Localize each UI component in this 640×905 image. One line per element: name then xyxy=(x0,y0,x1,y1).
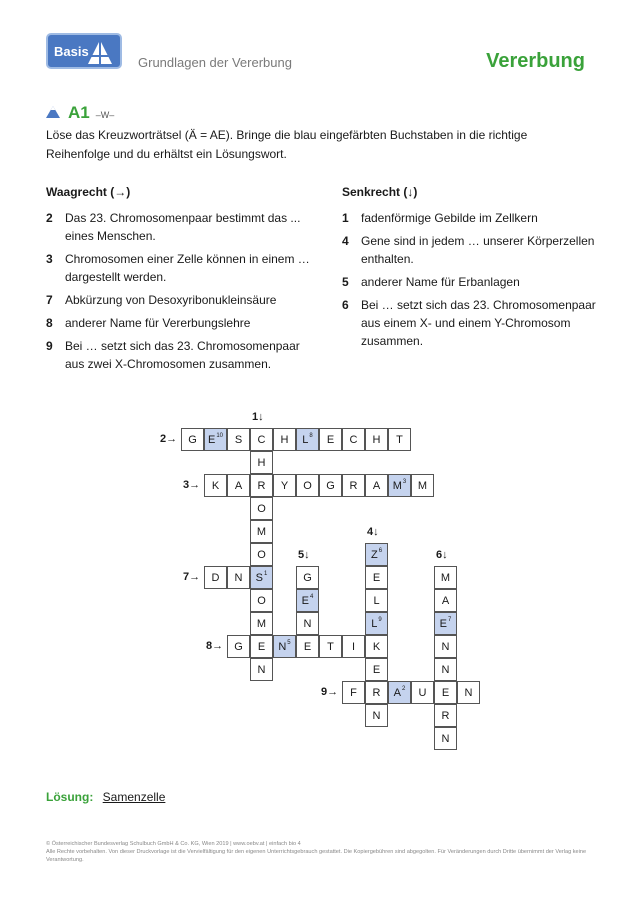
down-title: Senkrecht (↓) xyxy=(342,185,418,199)
crossword-cell[interactable] xyxy=(434,704,457,727)
clue-marker: 7→ xyxy=(183,571,201,583)
down-clues xyxy=(342,183,602,355)
task-number: A1 xyxy=(68,103,90,122)
clue-number: 3 xyxy=(46,252,53,266)
cell-letter: Y xyxy=(280,479,289,492)
cell-index: 5 xyxy=(287,639,291,646)
cell-index: 4 xyxy=(310,593,314,600)
crossword-cell[interactable] xyxy=(204,474,227,497)
crossword-cell[interactable] xyxy=(296,612,319,635)
crossword-cell[interactable] xyxy=(388,428,411,451)
across-clues xyxy=(46,183,316,378)
cell-letter: L xyxy=(302,433,309,446)
cell-letter: F xyxy=(350,686,357,699)
crossword-cell[interactable] xyxy=(365,681,388,704)
clue-text: Das 23. Chromosomenpaar bestimmt das ... eines Menschen. xyxy=(65,211,301,243)
crossword-cell[interactable] xyxy=(365,543,388,566)
crossword-cell[interactable] xyxy=(319,428,342,451)
crossword-cell[interactable] xyxy=(250,451,273,474)
cell-letter: N xyxy=(303,617,312,630)
cell-letter: N xyxy=(234,571,243,584)
cell-letter: G xyxy=(326,479,335,492)
crossword-cell[interactable] xyxy=(434,612,457,635)
across-title: Waagrecht (→) xyxy=(46,185,131,199)
cell-letter: T xyxy=(327,640,334,653)
crossword-cell[interactable] xyxy=(250,474,273,497)
crossword-cell[interactable] xyxy=(227,566,250,589)
subject-title: Grundlagen der Vererbung xyxy=(138,55,292,70)
clue-marker: 8→ xyxy=(206,640,224,652)
cell-letter: A xyxy=(234,479,243,492)
cell-letter: R xyxy=(441,709,450,722)
cell-letter: K xyxy=(372,640,381,653)
solution-word: Samenzelle xyxy=(102,790,166,804)
clue-marker: 5↓ xyxy=(298,549,310,561)
crossword-cell[interactable] xyxy=(250,520,273,543)
cell-letter: C xyxy=(257,433,266,446)
crossword-cell[interactable] xyxy=(365,474,388,497)
clue-number: 4 xyxy=(342,234,349,248)
cell-letter: O xyxy=(257,548,266,561)
crossword-cell[interactable] xyxy=(434,566,457,589)
clue-text: Chromosomen einer Zelle können in einem … dargestellt werden. xyxy=(65,252,310,284)
cell-letter: N xyxy=(372,709,381,722)
clue-across-9 xyxy=(46,337,316,373)
clue-down-4 xyxy=(342,232,602,268)
clue-across-2 xyxy=(46,209,316,245)
cell-index: 8 xyxy=(309,432,313,439)
crossword-cell[interactable] xyxy=(227,428,250,451)
cell-letter: N xyxy=(441,732,450,745)
crossword-cell[interactable] xyxy=(296,428,319,451)
cell-letter: T xyxy=(396,433,403,446)
cell-letter: R xyxy=(349,479,358,492)
cell-letter: E xyxy=(439,617,447,630)
crossword-cell[interactable] xyxy=(227,635,250,658)
cell-index: 7 xyxy=(448,616,452,623)
cell-letter: E xyxy=(257,640,266,653)
publisher-logo xyxy=(46,33,122,69)
crossword-cell[interactable] xyxy=(204,566,227,589)
logo-text: Basis xyxy=(54,44,89,59)
crossword-cell[interactable] xyxy=(365,612,388,635)
cell-letter: Z xyxy=(370,548,378,561)
crossword-cell[interactable] xyxy=(319,474,342,497)
cell-letter: E xyxy=(303,640,312,653)
cell-index: 3 xyxy=(402,478,407,485)
crossword-cell[interactable] xyxy=(365,658,388,681)
crossword-cell[interactable] xyxy=(319,635,342,658)
crossword-cell[interactable] xyxy=(434,589,457,612)
cell-letter: M xyxy=(417,479,428,492)
clue-number: 8 xyxy=(46,316,53,330)
crossword-cell[interactable] xyxy=(434,681,457,704)
clue-number: 6 xyxy=(342,298,349,312)
footer xyxy=(46,840,606,864)
crossword-cell[interactable] xyxy=(250,658,273,681)
cell-index: 1 xyxy=(264,570,268,577)
clue-marker: 2→ xyxy=(160,433,178,445)
crossword-cell[interactable] xyxy=(250,589,273,612)
cell-letter: E xyxy=(207,433,216,446)
crossword-cell[interactable] xyxy=(388,681,411,704)
clue-text: anderer Name für Vererbungslehre xyxy=(65,316,251,330)
triangle-logo-icon xyxy=(86,38,114,66)
crossword-cell[interactable] xyxy=(365,566,388,589)
cell-letter: A xyxy=(372,479,381,492)
crossword-cell[interactable] xyxy=(204,428,227,451)
crossword-cell[interactable] xyxy=(342,474,365,497)
cell-letter: R xyxy=(257,479,266,492)
clue-marker: 4↓ xyxy=(367,526,379,538)
solution-label: Lösung: xyxy=(46,790,94,804)
clue-across-8 xyxy=(46,314,316,332)
crossword-cell[interactable] xyxy=(365,635,388,658)
cell-letter: A xyxy=(441,594,450,607)
cell-letter: O xyxy=(257,502,266,515)
crossword-cell[interactable] xyxy=(250,635,273,658)
cell-letter: M xyxy=(440,571,451,584)
crossword-cell[interactable] xyxy=(273,428,296,451)
clue-text: Abkürzung von Desoxyribonukleinsäure xyxy=(65,293,277,307)
chapter-title: Vererbung xyxy=(486,50,585,72)
cell-letter: R xyxy=(372,686,381,699)
crossword-cell[interactable] xyxy=(296,635,319,658)
cell-letter: S xyxy=(234,433,243,446)
crossword-cell[interactable] xyxy=(296,566,319,589)
crossword-cell[interactable] xyxy=(250,428,273,451)
crossword-cell[interactable] xyxy=(250,497,273,520)
cell-letter: D xyxy=(211,571,220,584)
clue-number: 9 xyxy=(46,339,53,353)
cell-index: 9 xyxy=(378,616,382,623)
cell-letter: M xyxy=(392,479,402,492)
cell-index: 10 xyxy=(216,432,224,439)
clue-text: Gene sind in jedem … unserer Körperzellen enthalten. xyxy=(361,234,595,266)
crossword-cell[interactable] xyxy=(411,681,434,704)
cell-letter: U xyxy=(418,686,427,699)
cell-letter: E xyxy=(326,433,335,446)
clue-number: 7 xyxy=(46,293,53,307)
crossword-cell[interactable] xyxy=(296,589,319,612)
crossword-cell[interactable] xyxy=(273,635,296,658)
footer-copyright: © Österreichischer Bundesverlag Schulbuch GmbH & Co. KG, Wien 2019 | www.oebv.at | einfach bio 4 xyxy=(46,841,301,847)
cell-letter: N xyxy=(257,663,266,676)
cell-letter: N xyxy=(441,663,450,676)
clue-down-6 xyxy=(342,296,602,350)
cell-letter: O xyxy=(303,479,312,492)
crossword-cell[interactable] xyxy=(250,566,273,589)
clue-text: fadenförmige Gebilde im Zellkern xyxy=(361,211,538,225)
crossword-cell[interactable] xyxy=(365,704,388,727)
task-heading xyxy=(46,103,114,123)
crossword-cell[interactable] xyxy=(388,474,411,497)
cell-letter: E xyxy=(372,571,381,584)
cell-letter: E xyxy=(372,663,381,676)
cell-letter: H xyxy=(372,433,381,446)
clue-marker: 6↓ xyxy=(436,549,448,561)
cell-letter: K xyxy=(211,479,220,492)
crossword-cell[interactable] xyxy=(181,428,204,451)
clue-marker: 3→ xyxy=(183,479,201,491)
crossword-cell[interactable] xyxy=(434,635,457,658)
clue-text: Bei … setzt sich das 23. Chromosomenpaar aus einem X- und einem Y-Chromosom zusammen. xyxy=(361,298,596,348)
clue-number: 5 xyxy=(342,275,349,289)
crossword-cell[interactable] xyxy=(296,474,319,497)
task-level: –W– xyxy=(95,110,115,120)
cell-letter: E xyxy=(301,594,309,607)
clue-number: 1 xyxy=(342,211,349,225)
cell-letter: E xyxy=(441,686,450,699)
clue-text: Bei … setzt sich das 23. Chromosomenpaar aus zwei X-Chromosomen zusammen. xyxy=(65,339,300,371)
cell-letter: O xyxy=(257,594,266,607)
crossword-cell[interactable] xyxy=(273,474,296,497)
cell-letter: L xyxy=(373,594,380,607)
crossword-cell[interactable] xyxy=(342,681,365,704)
clue-marker: 1↓ xyxy=(252,411,264,423)
crossword-cell[interactable] xyxy=(365,428,388,451)
cell-letter: H xyxy=(257,456,266,469)
cell-letter: I xyxy=(351,640,356,653)
clue-number: 2 xyxy=(46,211,53,225)
crossword-cell[interactable] xyxy=(227,474,250,497)
crossword-cell[interactable] xyxy=(457,681,480,704)
mountain-icon xyxy=(46,106,60,118)
crossword-cell[interactable] xyxy=(365,589,388,612)
clue-down-5 xyxy=(342,273,602,291)
cell-letter: A xyxy=(393,686,401,699)
crossword-cell[interactable] xyxy=(434,727,457,750)
cell-letter: N xyxy=(278,640,287,653)
clue-marker: 9→ xyxy=(321,686,339,698)
task-instructions: Löse das Kreuzworträtsel (Ä = AE). Bringe die blau eingefärbten Buchstaben in die richtige Reihenfolge und du erhältst ein Lösungswort. xyxy=(46,128,528,161)
crossword-cell[interactable] xyxy=(434,658,457,681)
crossword-cell[interactable] xyxy=(411,474,434,497)
clue-across-7 xyxy=(46,291,316,309)
clue-text: anderer Name für Erbanlagen xyxy=(361,275,520,289)
cell-letter: L xyxy=(371,617,378,630)
cell-letter: G xyxy=(188,433,197,446)
cell-letter: G xyxy=(234,640,243,653)
cell-letter: H xyxy=(280,433,289,446)
crossword-cell[interactable] xyxy=(250,543,273,566)
cell-letter: N xyxy=(441,640,450,653)
solution-line xyxy=(46,790,165,804)
crossword-cell[interactable] xyxy=(342,428,365,451)
cell-letter: M xyxy=(256,525,267,538)
cell-letter: G xyxy=(303,571,312,584)
cell-index: 6 xyxy=(378,547,383,554)
footer-rights: Alle Rechte vorbehalten. Von dieser Druckvorlage ist die Vervielfältigung für den eigenen Unterrichtsgebrauch gestattet. Die Kopiergebühren sind abgegolten. Für Veränderungen durch Dritte übernimmt der Verlag keine Verantwortung. xyxy=(46,849,587,863)
crossword-cell[interactable] xyxy=(250,612,273,635)
clue-down-1 xyxy=(342,209,602,227)
cell-index: 2 xyxy=(402,685,406,692)
cell-letter: M xyxy=(256,617,267,630)
cell-letter: S xyxy=(255,571,263,584)
cell-letter: N xyxy=(464,686,473,699)
cell-letter: C xyxy=(349,433,358,446)
clue-across-3 xyxy=(46,250,316,286)
crossword-cell[interactable] xyxy=(342,635,365,658)
